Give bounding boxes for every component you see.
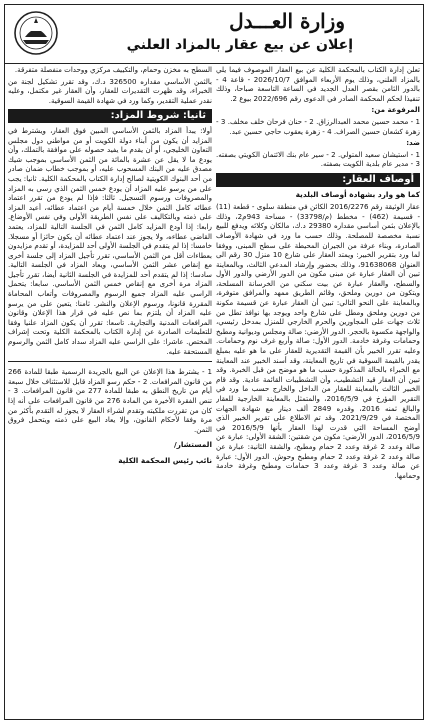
notice-title: إعلان عن بيع عقار بالمزاد العلني [126,37,353,53]
conditions-section-header [8,109,212,123]
conditions-text: أولا: يبدأ المزاد بالثمن الأساسي المبين فوق العقار، ويشترط في المزايد أن يكون من أبناء دولة الكويت أو من مواطني دول مجلس التعاون الخليجي، أو أن يقدم ما يفيد حصوله على موافقة بالتملك، وأن يودع ما لا يقل عن عشرة بالمائة من الثمن الأساسي بموجب شيك مصدق عليه من البنك المسحوب عليه، أو بموجب خطاب ضمان صادر من أحد البنوك الكويتية لصالح إدارة الكتاب بالمحكمة الكلية. ثانيا: يجب على من يرسو عليه المزاد أن يودع خمس الثمن الذي رسى به المزاد والمصروفات ورسوم التسجيل. ثالثا: فإذا لم يودع من تقرر اعتماد عطائه كامل الثمن خلال خمسة أيام من اعتماد عطائه، أعيد المزاد على ذمته وبالتكاليف على نفس الطريقة الأولى وفي نفس الأوضاع. رابعا: إذا أودع المزايد كامل الثمن في الجلسة التالية للمزاد، يعتمد القاضي عطاءه، ولا يجوز عند اعتماد عطائه أن يكون حائزا أو مسجلا. خامسا: إذا لم يتقدم في الجلسة الأولى أحد للمزايدة، أو تقدم مزايدون بعطاءات أقل من الثمن الأساسي، تقرر تأجيل المزاد إلى جلسة أخرى مع إنقاص عشر الثمن الأساسي، ويعاد المزاد في الجلسة التالية. سادسا: إذا لم يتقدم أحد للمزايدة في الجلسة الثانية أيضا، تقرر تأجيل المزاد مرة أخرى مع إنقاص خمس الثمن الأساسي. سابعا: يتحمل الراسي عليه المزاد جميع الرسوم والمصروفات وأتعاب المحاماة المقررة قانونا، ورسوم الإعلان والنشر. ثامنا: يتعين على من يرسو عليه المزاد أن يلتزم بما نص عليه في قرار هذا الإعلان وقانون المرافعات المدنية والتجارية. تاسعا: تقرر أن يكون المزاد علنيا وفقا للتعليمات الصادرة عن إدارة الكتاب بالمحكمة الكلية وتحت إشراف المختص. عاشرا: على الراسي عليه المزاد سداد كامل الثمن والرسوم المستحقة عليه. [8,125,212,356]
against-list: 1 - استيشان سعيد المتولي. 2 - سير عام بنك الائتمان الكويتي بصفته. 3 - مدير عام بلدية الكويت بصفته. [216,149,420,169]
auction-notice [4,4,424,720]
right-column [216,65,420,716]
kuwait-emblem-icon [13,10,59,56]
property-section-header [216,173,420,187]
conditions-section-title: ثانيا: شروط المزاد: [110,110,206,122]
intro-paragraph: تعلن إدارة الكتاب بالمحكمة الكلية عن بيع العقار الموصوف فيما يلي بالمزاد العلني، وذلك يوم الأربعاء الموافق 2026/10/7 - قاعة 4 - بالدور الثامن بقصر العدل الجديد في الساعة التاسعة صباحا، وذلك تنفيذا لحكم المحكمة الصادر في الدعوى رقم 2022/696 بيوع 2. [216,65,420,103]
owners-title: المرفوعة من: [371,105,420,115]
price-paragraph: بالثمن الأساسي مقداره 326500 د.ك، وقد تقرر تشكيل لجنة من الخبراء، وقد ظهرت التقديرات للعقار، وأن العقار غير مكتمل، وعليه نقدر عملية التقدير، وكما ورد في شهادة القيمة السوقية. [8,76,212,105]
signature-role-row [8,456,212,466]
divider [8,361,212,362]
notice-columns [8,65,420,716]
property-section-sub: كما هو وارد بشهادة أوصاف البلدية [295,189,420,199]
notice-header [5,5,423,64]
property-description: عقار الوثيقة رقم 2016/2276 الكائن في منطقة سلوى - قطعة (11) - قسيمة (462) - مخطط (م/33798) - مساحة 943م2، وذلك بالإعلان بثمن أساسي مقداره 29380 د.ك، مالكان وكلائه ويدفع للبيع نسبة مخصصة للمصلحة. وذلك حسب ما ورد في شهادة الأوصاف الصادرة، وبناء عرفة من الجيران المحيطة على سطح المبنى، ووفقا لما ورد بتقرير الخبير: ويمتد العقار على شارع 10 منزل 30 رقم الى العنوان 91638068، وذلك بحضور وإرشاد المدعي الثالث، وبالمعاينة تبين أن العقار عبارة عن مبنى مكون من الدور الأرضي والدور الأول والسطح، والعقار عبارة عن بيت سكني من الخرسانة المسلحة، ويتكون من دورين وملحق، وقائم الطريق ممهد والمرافق متوفرة، وبالمعاينة على النحو التالي: تبين أن العقار عبارة عن قسيمة مكونة من دورين وملحق ومطل على شارع واحد ويوجد بها نوافذ تطل من ثلاث جهات على المجاورين والحرم الخارجي للمنزل بمدخل رئيسي، والواجهة مكسوة بالحجر. الدور الأرضي: صالة ومجلس وديوانية ومطبخ وحمامات وغرفة خادمة. الدور الأول: صالة وأربع غرف نوم وحمامات. وعليه تقرر الخبير بأن القيمة التقديرية للعقار على ما هو عليه بمبلغ يقدر بالقيمة السوقية في تاريخ المعاينة، وقد أسند الخبير عند المعاينة مع الخبراء بالحالة المذكورة حسب ما هو موضح من قبل الخبرة. وقد تبين أن العقار قيد التشطيب، وأن التشطيبات القائمة عادية. وقد قام الخبير الثالث بالمعاينة للعقار من الداخل والخارج حسب ما ورد في التقرير المؤرخ في 2016/5/9، والمتمثل بالمعاينة الخارجية للعقار والبالغ ثمنه 2016، وقدره 2849 ألف دينار مع شهادة الجهات المختصة في 2021/9/29. وقد تم الاطلاع على تقرير الخبير الذي أوضح المساحة التي قدرت لهذا العقار بأنها 2016/5/9 في 2016/5/9، الدور الأرضي: مكون من شقتين: الشقة الأولى: عبارة عن صالة وعدد 2 غرفة وعدد 2 حمام ومطبخ، والشقة الثانية: عبارة عن صالة وعدد 2 غرفة وعدد 2 حمام ومطبخ وحوش. الدور الأول: عبارة عن صالة وعدد 3 غرفة وعدد 3 حمامات ومطبخ وغرفة خادمة وحمامها. [216,202,420,480]
owners-list: 1 - محمد حسين محمد العبدالرزاق. 2 - حنان فرحان خلف مخلف. 3 - زهرة كشعان حسين الصراف. 4 - زهرة يعقوب حاجي حسين عبد. [216,116,420,136]
signature-title: المستشار/ [173,440,212,450]
left-column [8,65,212,716]
property-section-title: أوصاف العقار: [342,173,414,185]
ministry-name: وزارة العـــدل [229,9,345,33]
against-title: ضد: [406,138,420,148]
signature-block [8,440,212,450]
signature-role: نائب رئيس المحكمة الكلية [118,455,212,465]
roof-description: السطح به مخزن وحمام، والتكييف مركزي ووحدات منفصلة متفرقة. [14,65,212,74]
legal-notes: 1 - يشترط هذا الإعلان عن البيع بالجريدة الرسمية طبقا للمادة 266 من قانون المرافعات. 2 - حكم رسو المزاد قابل للاستئناف خلال سبعة أيام من تاريخ النطق به طبقا للمادة 277 من قانون المرافعات. 3 - تنص الفقرة الأخيرة من المادة 276 من قانون المرافعات على أنه إذا كان من تقررت ملكيته وتقدم لشراء العقار لا يجوز له التقدم بأكثر من مرة وفقا لأحكام القانون، وإلا يعاد البيع على ذمته ويتحمل فروق الثمن. [8,367,212,434]
